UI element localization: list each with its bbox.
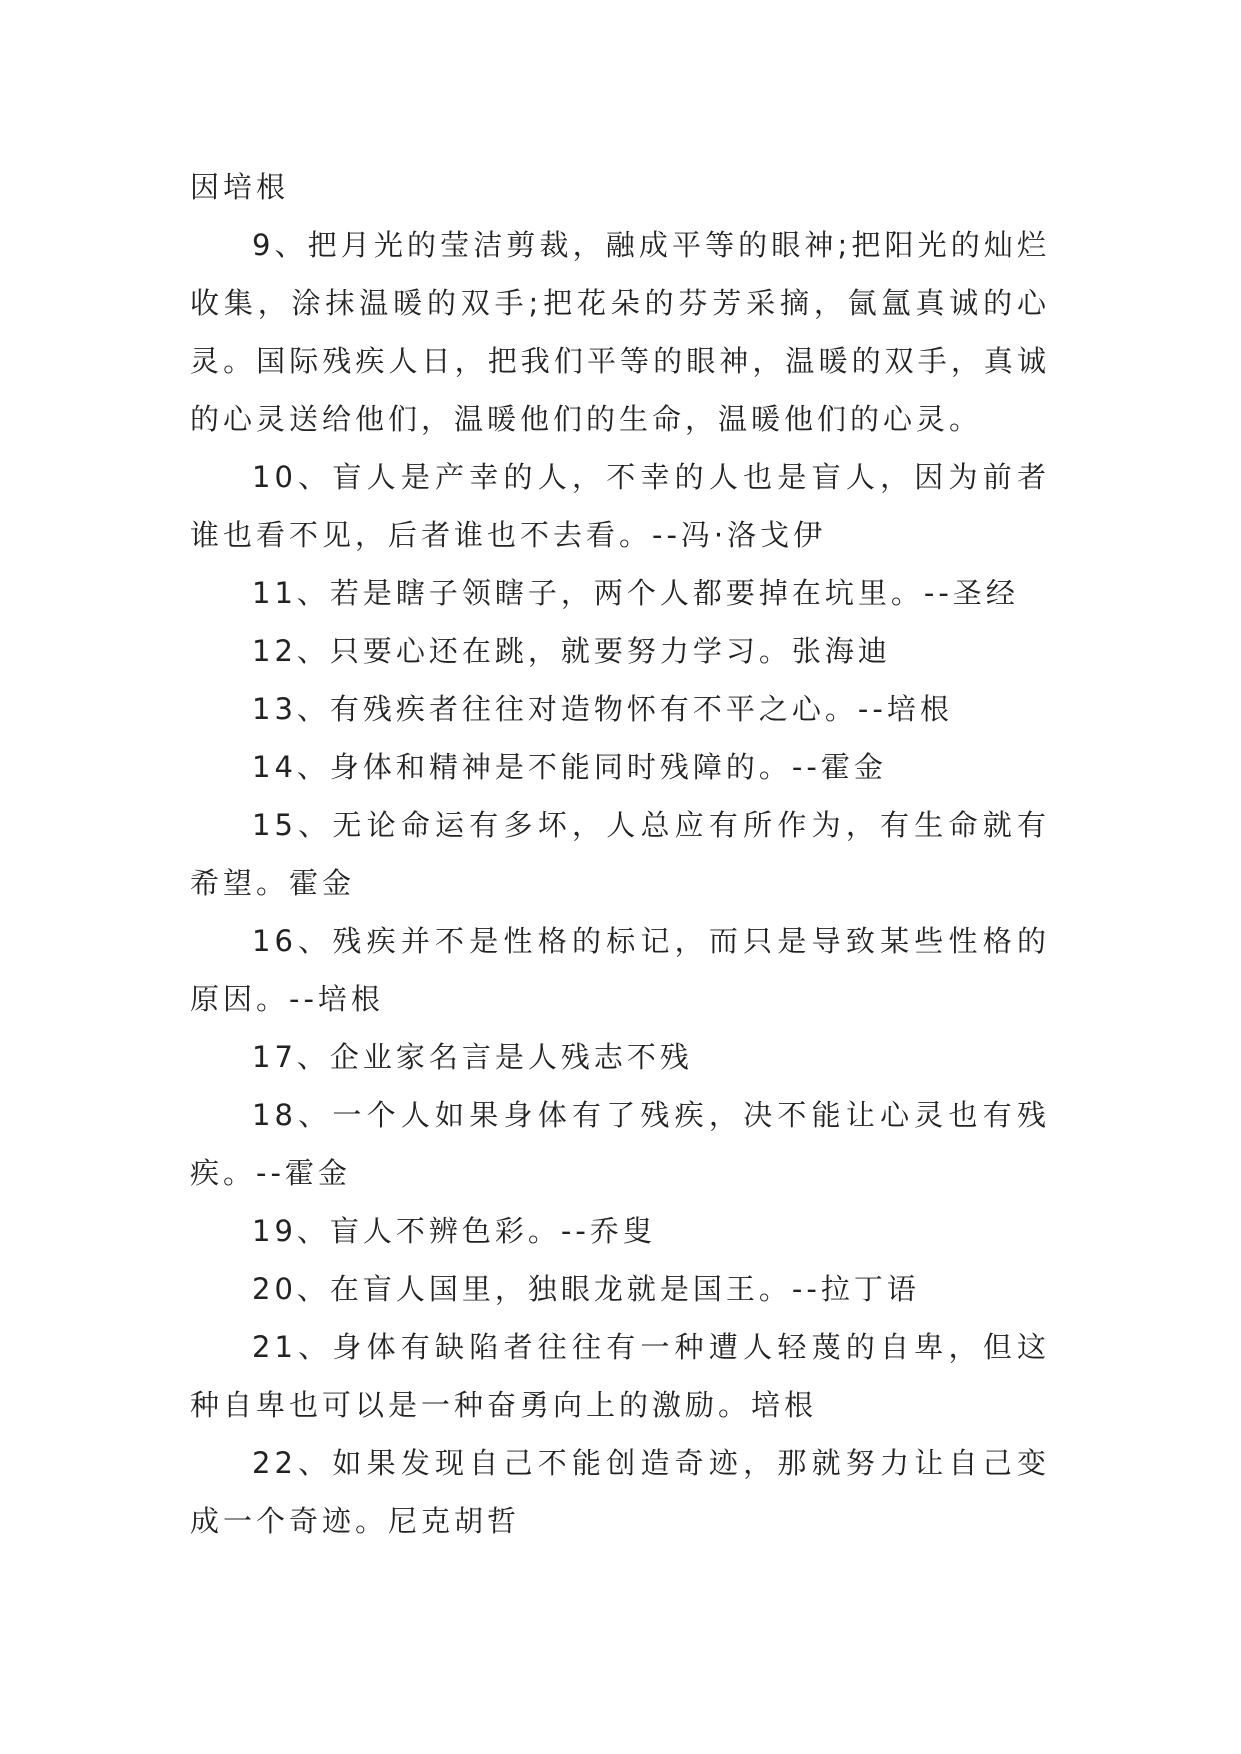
quote-item-16: 16、残疾并不是性格的标记，而只是导致某些性格的原因。--培根 [190, 924, 1050, 1016]
quote-item-19: 19、盲人不辨色彩。--乔叟 [252, 1214, 656, 1248]
quote-item-21: 21、身体有缺陷者往往有一种遭人轻蔑的自卑，但这种自卑也可以是一种奋勇向上的激励。培根 [190, 1330, 1050, 1422]
quote-item-22: 22、如果发现自己不能创造奇迹，那就努力让自己变成一个奇迹。尼克胡哲 [190, 1446, 1050, 1538]
quote-item-12: 12、只要心还在跳，就要努力学习。张海迪 [252, 634, 891, 668]
quote-item-10: 10、盲人是产幸的人，不幸的人也是盲人，因为前者谁也看不见，后者谁也不去看。--冯·洛戈伊 [190, 460, 1050, 552]
quote-item-17: 17、企业家名言是人残志不残 [252, 1040, 693, 1074]
quote-item-18: 18、一个人如果身体有了残疾，决不能让心灵也有残疾。--霍金 [190, 1098, 1050, 1190]
paragraph-continuation: 因培根 [190, 170, 290, 204]
quote-item-14: 14、身体和精神是不能同时残障的。--霍金 [252, 750, 887, 784]
quote-item-20: 20、在盲人国里，独眼龙就是国王。--拉丁语 [252, 1272, 920, 1306]
quote-item-9: 9、把月光的莹洁剪裁，融成平等的眼神;把阳光的灿烂收集，涂抹温暖的双手;把花朵的芬芳采摘，氤氲真诚的心灵。国际残疾人日，把我们平等的眼神，温暖的双手，真诚的心灵送给他们，温暖他们的生命，温暖他们的心灵。 [190, 228, 1050, 436]
document-body [190, 158, 1050, 1550]
quote-item-11: 11、若是瞎子领瞎子，两个人都要掉在坑里。--圣经 [252, 576, 1019, 610]
quote-item-13: 13、有残疾者往往对造物怀有不平之心。--培根 [252, 692, 953, 726]
quote-item-15: 15、无论命运有多坏，人总应有所作为，有生命就有希望。霍金 [190, 808, 1050, 900]
